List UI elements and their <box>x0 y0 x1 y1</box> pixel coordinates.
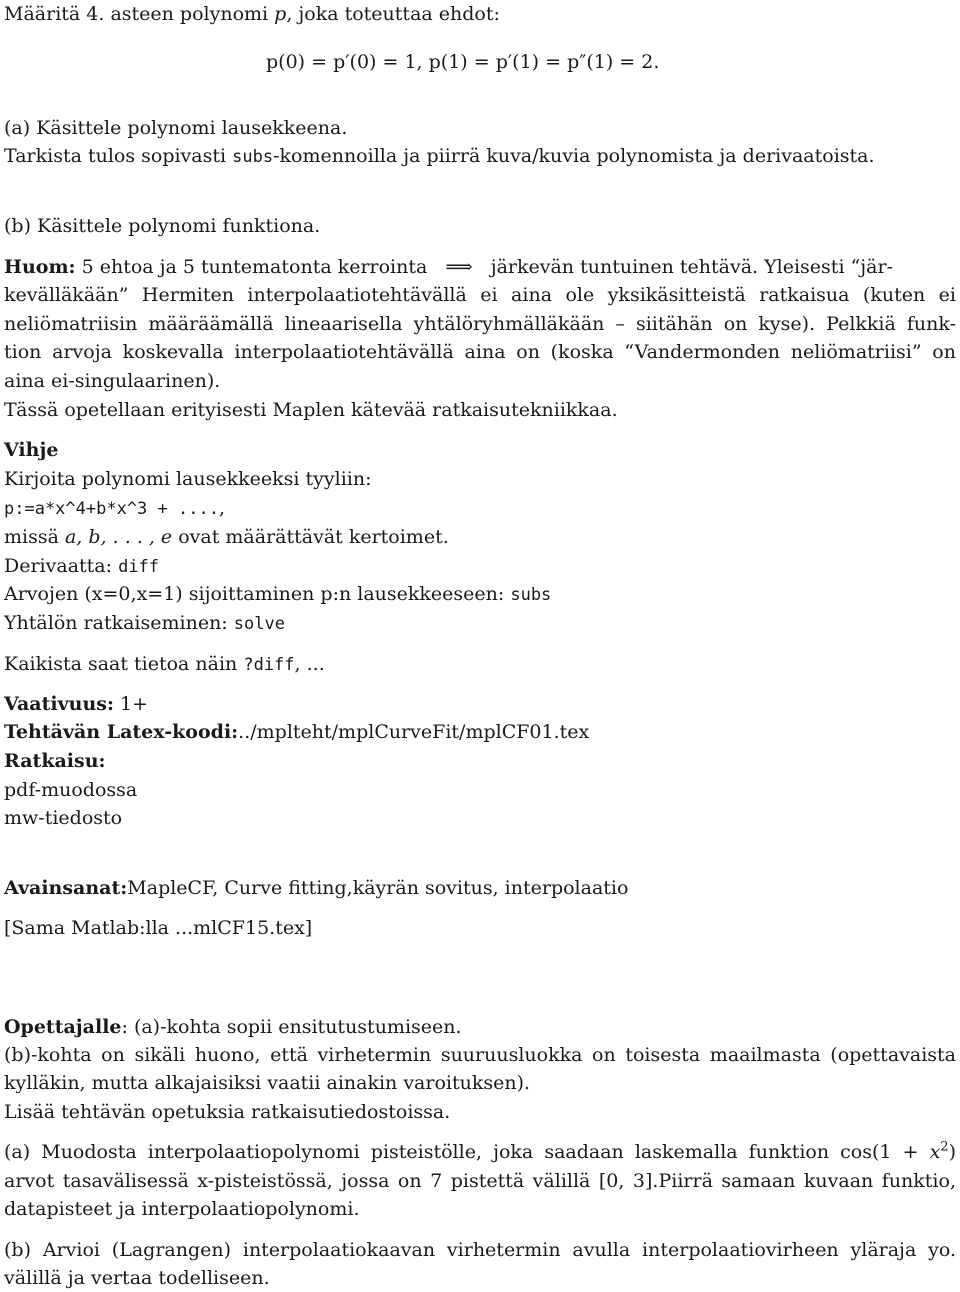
vihje-line3-end: ovat määrättävät kertoimet. <box>172 526 449 548</box>
subs-line <box>4 580 551 609</box>
solve-line <box>4 609 285 638</box>
task-equation: p(0) = p′(0) = 1, p(1) = p′(1) = p″(1) = 2. <box>266 51 660 73</box>
huom-line5: aina ei-singulaarinen). <box>4 370 221 392</box>
task-intro <box>4 0 500 28</box>
teacher-line4: Lisää tehtävän opetuksia ratkaisutiedostoissa. <box>4 1101 451 1123</box>
teacher-line2: (b)-kohta on sikäli huono, että virhetermin suuruusluokka on toisesta maailmasta (opettavaista <box>4 1044 956 1066</box>
vihje-code-end: , <box>218 497 225 519</box>
latex-line <box>4 718 589 746</box>
info-line <box>4 650 325 679</box>
huom-line1 <box>4 253 893 281</box>
pdf-link[interactable]: pdf-muodossa <box>4 779 138 801</box>
extra-a-line3: datapisteet ja interpolaatiopolynomi. <box>4 1198 360 1220</box>
extra-b-line1: (b) Arvioi (Lagrangen) interpolaatiokaavan virhetermin avulla interpolaatiovirheen yläraja yo. <box>4 1239 956 1261</box>
latex-label: Tehtävän Latex-koodi: <box>4 721 239 743</box>
task-intro-var: p <box>274 3 287 25</box>
deriv-line <box>4 552 159 581</box>
vihje-line3-start: missä <box>4 526 65 548</box>
info-end: , ... <box>294 653 325 675</box>
extra-b-line2: välillä ja vertaa todelliseen. <box>4 1267 270 1289</box>
extra-a-line2: arvot tasavälisessä x-pisteistössä, jossa on 7 pistettä välillä [0, 3].Piirrä samaan kuvaan funktio, <box>4 1170 956 1192</box>
keywords-value: MapleCF, Curve fitting,käyrän sovitus, interpolaatio <box>127 877 629 899</box>
implies-arrow-icon: ⟹ <box>445 256 473 278</box>
vihje-line3 <box>4 523 449 551</box>
coefficient-vars: a, b, . . . , e <box>64 526 173 548</box>
keywords-label: Avainsanat: <box>4 877 128 899</box>
part-a-line1: (a) Käsittele polynomi lausekkeena. <box>4 117 348 139</box>
huom-line1-b: järkevän tuntuinen tehtävä. Yleisesti “jär- <box>490 256 893 278</box>
part-a-line2 <box>4 142 875 171</box>
extra-a-line1-end: ) <box>948 1141 956 1163</box>
teacher-line1 <box>4 1013 462 1041</box>
info-label: Kaikista saat tietoa näin <box>4 653 244 675</box>
extra-a-exponent: 2 <box>940 1139 949 1155</box>
task-intro-end: , joka toteuttaa ehdot: <box>286 3 500 25</box>
mw-link[interactable]: mw-tiedosto <box>4 807 123 829</box>
vihje-code-line <box>4 494 225 523</box>
help-code: ?diff <box>243 655 295 675</box>
polynomial-code: p:=a*x^4+b*x^3 + .... <box>4 499 219 519</box>
huom-label: Huom: <box>4 256 76 278</box>
part-b-line1: (b) Käsittele polynomi funktiona. <box>4 215 321 237</box>
huom-line1-a: 5 ehtoa ja 5 tuntematonta kerrointa <box>81 256 428 278</box>
huom-line3: neliömatriisin määräämällä lineaarisella yhtälöryhmälläkään – siitähän on kyse). Pelkkiä funk- <box>4 313 956 335</box>
vihje-title: Vihje <box>4 439 59 461</box>
subs-code-hint: subs <box>510 585 552 605</box>
huom-line2: kevälläkään” Hermiten interpolaatiotehtävällä ei aina ole yksikäsitteistä ratkaisua (kuten ei <box>4 284 956 306</box>
subs-code: subs <box>232 147 274 167</box>
solve-label: Yhtälön ratkaiseminen: <box>4 612 234 634</box>
subs-label: Arvojen (x=0,x=1) sijoittaminen p:n lausekkeeseen: <box>4 583 511 605</box>
extra-a-line1-start: (a) Muodosta interpolaatiopolynomi pisteistölle, joka saadaan laskemalla funktion cos(1 + <box>4 1141 930 1163</box>
deriv-label: Derivaatta: <box>4 555 119 577</box>
diff-code: diff <box>118 557 160 577</box>
matlab-reference: [Sama Matlab:lla ...mlCF15.tex] <box>4 917 313 939</box>
part-a-line2-start: Tarkista tulos sopivasti <box>4 145 233 167</box>
teacher-label: Opettajalle <box>4 1016 122 1038</box>
huom-line4: tion arvoja koskevalla interpolaatiotehtävällä aina on (koska “Vandermonden neliömatriisi” on <box>4 341 956 363</box>
vihje-line1: Kirjoita polynomi lausekkeeksi tyyliin: <box>4 468 372 490</box>
keywords-line <box>4 874 628 902</box>
solve-code: solve <box>233 614 285 634</box>
huom-line6: Tässä opetellaan erityisesti Maplen kätevää ratkaisutekniikkaa. <box>4 399 618 421</box>
vaativuus-value: 1+ <box>114 693 149 715</box>
task-intro-text: Määritä 4. asteen polynomi <box>4 3 275 25</box>
latex-path: ../mplteht/mplCurveFit/mplCF01.tex <box>238 721 590 743</box>
ratkaisu-label: Ratkaisu: <box>4 750 106 772</box>
vaativuus-line <box>4 690 148 718</box>
teacher-line1-end: : (a)-kohta sopii ensitutustumiseen. <box>121 1016 462 1038</box>
extra-a-line1 <box>4 1138 956 1166</box>
extra-a-var-x: x <box>929 1141 941 1163</box>
part-a-line2-end: -komennoilla ja piirrä kuva/kuvia polynomista ja derivaatoista. <box>273 145 875 167</box>
vaativuus-label: Vaativuus: <box>4 693 114 715</box>
teacher-line3: kylläkin, mutta alkajaisiksi vaatii ainakin varoituksen). <box>4 1072 531 1094</box>
